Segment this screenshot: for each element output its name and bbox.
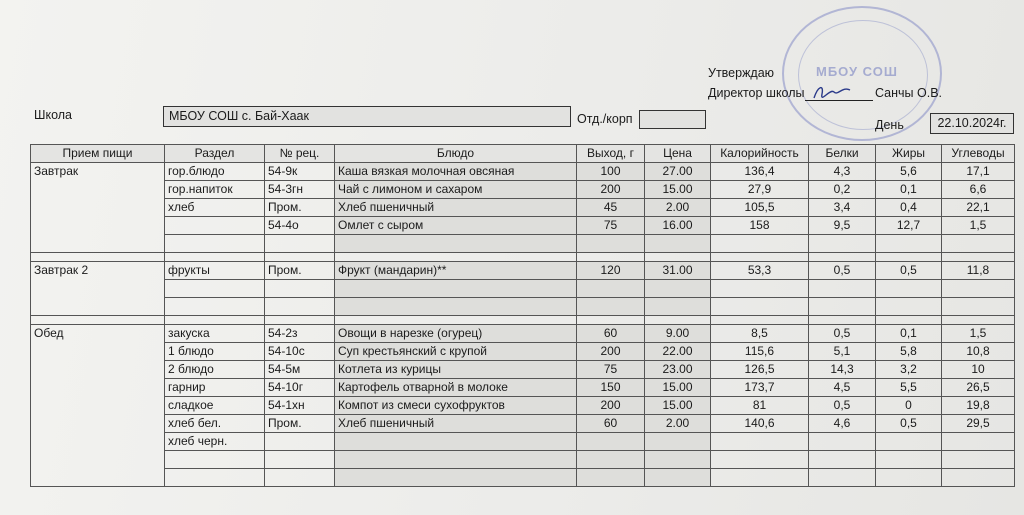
kcal-cell: 158 <box>711 217 809 235</box>
weight-cell <box>577 451 645 469</box>
weight-cell: 60 <box>577 325 645 343</box>
recipe-cell: 54-9к <box>265 163 335 181</box>
kcal-cell: 81 <box>711 397 809 415</box>
protein-cell: 14,3 <box>809 361 876 379</box>
col-header: Углеводы <box>942 145 1015 163</box>
fat-cell <box>876 451 942 469</box>
protein-cell: 4,3 <box>809 163 876 181</box>
section-cell: хлеб <box>165 199 265 217</box>
kcal-cell: 115,6 <box>711 343 809 361</box>
dish-cell <box>335 280 577 298</box>
recipe-cell <box>265 298 335 316</box>
weight-cell <box>577 298 645 316</box>
weight-cell: 200 <box>577 343 645 361</box>
spacer-cell <box>876 316 942 325</box>
spacer-cell <box>335 253 577 262</box>
protein-cell <box>809 280 876 298</box>
protein-cell: 0,5 <box>809 397 876 415</box>
fat-cell: 0,1 <box>876 181 942 199</box>
protein-cell: 4,5 <box>809 379 876 397</box>
carbs-cell: 17,1 <box>942 163 1015 181</box>
carbs-cell <box>942 451 1015 469</box>
fat-cell: 0,4 <box>876 199 942 217</box>
table-row <box>31 469 1015 487</box>
weight-cell: 75 <box>577 217 645 235</box>
weight-cell: 200 <box>577 397 645 415</box>
section-cell: гор.блюдо <box>165 163 265 181</box>
col-header: Белки <box>809 145 876 163</box>
menu-table <box>30 144 1015 487</box>
spacer-cell <box>265 316 335 325</box>
kcal-cell: 126,5 <box>711 361 809 379</box>
meal-cell: Завтрак 2 <box>31 262 165 316</box>
recipe-cell <box>265 235 335 253</box>
dept-label: Отд./корп <box>577 112 633 126</box>
kcal-cell <box>711 451 809 469</box>
col-header: Блюдо <box>335 145 577 163</box>
spacer-cell <box>335 316 577 325</box>
price-cell: 2.00 <box>645 415 711 433</box>
dish-cell: Компот из смеси сухофруктов <box>335 397 577 415</box>
table-header-row <box>31 145 1015 163</box>
col-header: Раздел <box>165 145 265 163</box>
fat-cell: 5,8 <box>876 343 942 361</box>
protein-cell: 3,4 <box>809 199 876 217</box>
price-cell <box>645 469 711 487</box>
section-cell: фрукты <box>165 262 265 280</box>
weight-cell <box>577 235 645 253</box>
table-row <box>31 379 1015 397</box>
section-cell <box>165 451 265 469</box>
kcal-cell: 105,5 <box>711 199 809 217</box>
carbs-cell <box>942 235 1015 253</box>
dish-cell <box>335 469 577 487</box>
table-row <box>31 262 1015 280</box>
fat-cell: 0 <box>876 397 942 415</box>
kcal-cell: 136,4 <box>711 163 809 181</box>
kcal-cell <box>711 433 809 451</box>
dish-cell: Овощи в нарезке (огурец) <box>335 325 577 343</box>
spacer-cell <box>31 316 165 325</box>
section-cell <box>165 217 265 235</box>
protein-cell <box>809 451 876 469</box>
fat-cell: 5,5 <box>876 379 942 397</box>
spacer-cell <box>942 253 1015 262</box>
col-header: Жиры <box>876 145 942 163</box>
dish-cell <box>335 298 577 316</box>
table-row <box>31 433 1015 451</box>
price-cell: 16.00 <box>645 217 711 235</box>
carbs-cell <box>942 298 1015 316</box>
section-cell: гор.напиток <box>165 181 265 199</box>
spacer-cell <box>265 253 335 262</box>
price-cell <box>645 298 711 316</box>
meal-cell: Обед <box>31 325 165 487</box>
weight-cell <box>577 433 645 451</box>
school-field: МБОУ СОШ с. Бай-Хаак <box>163 106 571 127</box>
director-name: Санчы О.В. <box>875 86 942 100</box>
section-cell: хлеб бел. <box>165 415 265 433</box>
spacer-cell <box>645 316 711 325</box>
recipe-cell <box>265 469 335 487</box>
table-row <box>31 325 1015 343</box>
col-header: Цена <box>645 145 711 163</box>
price-cell <box>645 235 711 253</box>
fat-cell: 0,1 <box>876 325 942 343</box>
spacer-cell <box>809 253 876 262</box>
recipe-cell: 54-4о <box>265 217 335 235</box>
dish-cell: Чай с лимоном и сахаром <box>335 181 577 199</box>
carbs-cell: 10,8 <box>942 343 1015 361</box>
protein-cell <box>809 433 876 451</box>
dish-cell <box>335 433 577 451</box>
fat-cell <box>876 469 942 487</box>
weight-cell: 120 <box>577 262 645 280</box>
carbs-cell: 29,5 <box>942 415 1015 433</box>
protein-cell: 9,5 <box>809 217 876 235</box>
dish-cell: Хлеб пшеничный <box>335 415 577 433</box>
section-cell: закуска <box>165 325 265 343</box>
section-cell: 2 блюдо <box>165 361 265 379</box>
recipe-cell: 54-1хн <box>265 397 335 415</box>
table-row <box>31 415 1015 433</box>
col-header: Калорийность <box>711 145 809 163</box>
day-field: 22.10.2024г. <box>930 113 1014 134</box>
price-cell: 2.00 <box>645 199 711 217</box>
dish-cell: Каша вязкая молочная овсяная <box>335 163 577 181</box>
dish-cell <box>335 451 577 469</box>
signature-icon <box>812 82 852 102</box>
fat-cell: 3,2 <box>876 361 942 379</box>
section-cell: хлеб черн. <box>165 433 265 451</box>
meal-cell: Завтрак <box>31 163 165 253</box>
fat-cell <box>876 235 942 253</box>
kcal-cell: 8,5 <box>711 325 809 343</box>
carbs-cell: 19,8 <box>942 397 1015 415</box>
protein-cell: 4,6 <box>809 415 876 433</box>
fat-cell: 5,6 <box>876 163 942 181</box>
table-row <box>31 361 1015 379</box>
carbs-cell: 22,1 <box>942 199 1015 217</box>
kcal-cell: 27,9 <box>711 181 809 199</box>
table-row <box>31 298 1015 316</box>
spacer-cell <box>645 253 711 262</box>
carbs-cell <box>942 280 1015 298</box>
dish-cell: Суп крестьянский с крупой <box>335 343 577 361</box>
fat-cell <box>876 298 942 316</box>
recipe-cell: 54-10г <box>265 379 335 397</box>
section-cell <box>165 298 265 316</box>
carbs-cell: 1,5 <box>942 217 1015 235</box>
recipe-cell: Пром. <box>265 415 335 433</box>
kcal-cell <box>711 469 809 487</box>
col-header: Выход, г <box>577 145 645 163</box>
carbs-cell: 26,5 <box>942 379 1015 397</box>
weight-cell: 45 <box>577 199 645 217</box>
weight-cell: 60 <box>577 415 645 433</box>
group-spacer-row <box>31 253 1015 262</box>
price-cell: 9.00 <box>645 325 711 343</box>
protein-cell: 5,1 <box>809 343 876 361</box>
recipe-cell: 54-2з <box>265 325 335 343</box>
carbs-cell <box>942 469 1015 487</box>
table-row <box>31 199 1015 217</box>
dish-cell: Фрукт (мандарин)** <box>335 262 577 280</box>
price-cell: 22.00 <box>645 343 711 361</box>
dish-cell: Хлеб пшеничный <box>335 199 577 217</box>
section-cell: сладкое <box>165 397 265 415</box>
spacer-cell <box>809 316 876 325</box>
group-spacer-row <box>31 316 1015 325</box>
weight-cell: 75 <box>577 361 645 379</box>
protein-cell: 0,5 <box>809 325 876 343</box>
fat-cell: 0,5 <box>876 262 942 280</box>
table-row <box>31 163 1015 181</box>
spacer-cell <box>165 253 265 262</box>
table-row <box>31 451 1015 469</box>
kcal-cell: 173,7 <box>711 379 809 397</box>
weight-cell: 150 <box>577 379 645 397</box>
dish-cell: Картофель отварной в молоке <box>335 379 577 397</box>
col-header: № рец. <box>265 145 335 163</box>
spacer-cell <box>876 253 942 262</box>
section-cell <box>165 235 265 253</box>
spacer-cell <box>577 253 645 262</box>
spacer-cell <box>711 316 809 325</box>
weight-cell <box>577 469 645 487</box>
spacer-cell <box>165 316 265 325</box>
recipe-cell: 54-3гн <box>265 181 335 199</box>
protein-cell <box>809 469 876 487</box>
approve-label: Утверждаю <box>708 66 775 80</box>
recipe-cell: Пром. <box>265 199 335 217</box>
spacer-cell <box>942 316 1015 325</box>
carbs-cell: 11,8 <box>942 262 1015 280</box>
school-label: Школа <box>34 108 72 122</box>
col-header: Прием пищи <box>31 145 165 163</box>
menu-table-body <box>31 163 1015 487</box>
price-cell: 15.00 <box>645 379 711 397</box>
dish-cell <box>335 235 577 253</box>
spacer-cell <box>31 253 165 262</box>
weight-cell: 200 <box>577 181 645 199</box>
protein-cell <box>809 235 876 253</box>
weight-cell: 100 <box>577 163 645 181</box>
table-row <box>31 217 1015 235</box>
dish-cell: Котлета из курицы <box>335 361 577 379</box>
spacer-cell <box>577 316 645 325</box>
weight-cell <box>577 280 645 298</box>
price-cell <box>645 433 711 451</box>
protein-cell: 0,2 <box>809 181 876 199</box>
kcal-cell <box>711 298 809 316</box>
dish-cell: Омлет с сыром <box>335 217 577 235</box>
fat-cell: 0,5 <box>876 415 942 433</box>
carbs-cell <box>942 433 1015 451</box>
section-cell: гарнир <box>165 379 265 397</box>
price-cell <box>645 451 711 469</box>
fat-cell: 12,7 <box>876 217 942 235</box>
recipe-cell: 54-5м <box>265 361 335 379</box>
section-cell <box>165 469 265 487</box>
school-stamp <box>782 6 942 141</box>
table-row <box>31 235 1015 253</box>
recipe-cell <box>265 451 335 469</box>
table-row <box>31 280 1015 298</box>
price-cell: 27.00 <box>645 163 711 181</box>
fat-cell <box>876 433 942 451</box>
recipe-cell: Пром. <box>265 262 335 280</box>
spacer-cell <box>711 253 809 262</box>
director-label: Директор школы <box>708 86 805 100</box>
kcal-cell <box>711 280 809 298</box>
recipe-cell <box>265 433 335 451</box>
section-cell: 1 блюдо <box>165 343 265 361</box>
stamp-text: МБОУ СОШ <box>816 64 898 79</box>
fat-cell <box>876 280 942 298</box>
price-cell: 31.00 <box>645 262 711 280</box>
recipe-cell <box>265 280 335 298</box>
recipe-cell: 54-10с <box>265 343 335 361</box>
table-row <box>31 397 1015 415</box>
table-row <box>31 181 1015 199</box>
price-cell <box>645 280 711 298</box>
dept-field <box>639 110 706 129</box>
price-cell: 15.00 <box>645 397 711 415</box>
carbs-cell: 10 <box>942 361 1015 379</box>
kcal-cell: 53,3 <box>711 262 809 280</box>
protein-cell <box>809 298 876 316</box>
table-row <box>31 343 1015 361</box>
section-cell <box>165 280 265 298</box>
carbs-cell: 1,5 <box>942 325 1015 343</box>
protein-cell: 0,5 <box>809 262 876 280</box>
kcal-cell <box>711 235 809 253</box>
price-cell: 23.00 <box>645 361 711 379</box>
price-cell: 15.00 <box>645 181 711 199</box>
carbs-cell: 6,6 <box>942 181 1015 199</box>
kcal-cell: 140,6 <box>711 415 809 433</box>
day-label: День <box>875 118 904 132</box>
